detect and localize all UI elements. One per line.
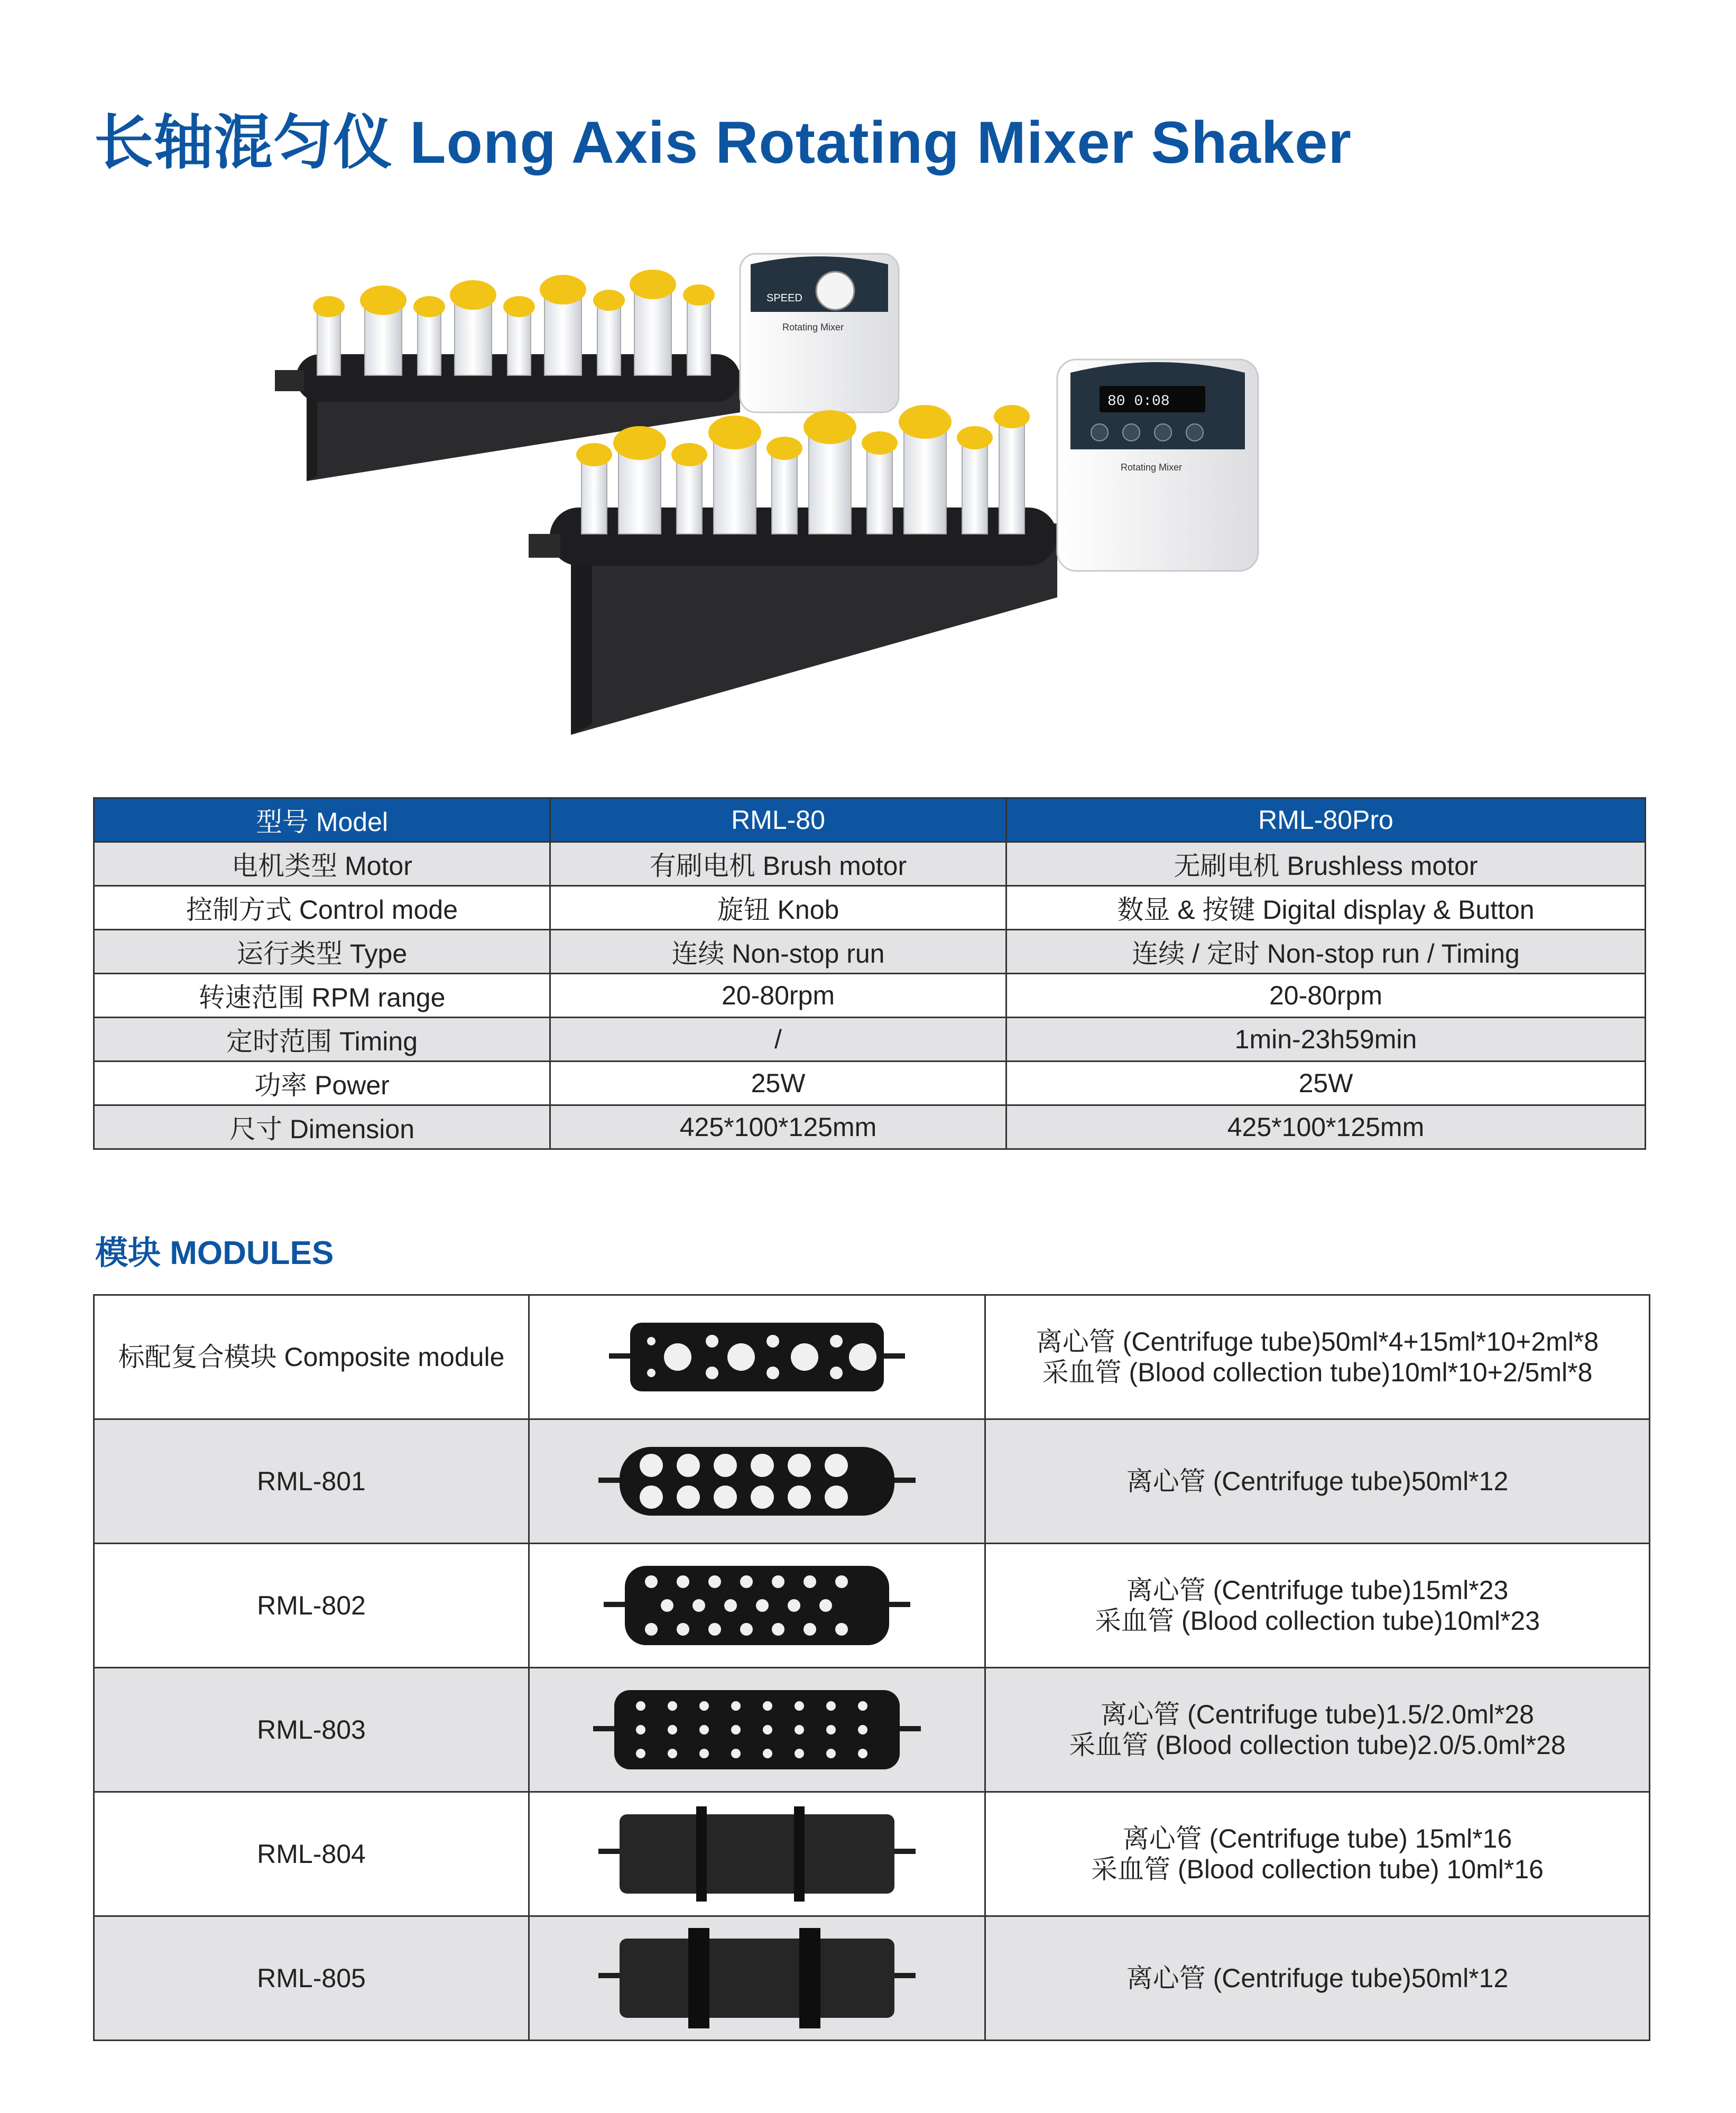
- module-desc-line2: 采血管 (Blood collection tube) 10ml*16: [1091, 1854, 1544, 1884]
- spec-cell: 425*100*125mm: [550, 1105, 1006, 1149]
- module-name: RML-801: [94, 1419, 529, 1544]
- modules-table: [93, 1294, 1650, 2041]
- spec-cell: 数显 & 按键 Digital display & Button: [1006, 886, 1646, 930]
- module-desc-line1: 离心管 (Centrifuge tube)1.5/2.0ml*28: [1101, 1700, 1534, 1729]
- spec-cell: 电机类型 Motor: [94, 842, 550, 886]
- spec-cell: 20-80rpm: [550, 974, 1006, 1018]
- spec-cell: 型号 Model: [94, 798, 550, 842]
- modules-title: 模块 MODULES: [95, 1235, 334, 1271]
- spec-row: [94, 974, 1646, 1018]
- module-desc: [985, 1916, 1650, 2041]
- down-button[interactable]: [1123, 424, 1140, 441]
- module-name: 标配复合模块 Composite module: [94, 1295, 529, 1419]
- spec-cell: 尺寸 Dimension: [94, 1105, 550, 1149]
- module-image: [529, 1544, 985, 1668]
- module-name: RML-802: [94, 1544, 529, 1668]
- spec-cell: 25W: [1006, 1062, 1646, 1105]
- module-image: [529, 1295, 985, 1419]
- module-name: RML-805: [94, 1916, 529, 2041]
- module-desc-line2: 采血管 (Blood collection tube)10ml*23: [1094, 1606, 1540, 1636]
- spec-cell: 控制方式 Control mode: [94, 886, 550, 930]
- module-row: [94, 1544, 1650, 1668]
- module-desc: [985, 1792, 1650, 1916]
- module-desc: [985, 1295, 1650, 1419]
- spec-row: [94, 1018, 1646, 1062]
- module-desc: [985, 1419, 1650, 1544]
- module-image: [529, 1792, 985, 1916]
- product-image: [275, 227, 1427, 756]
- module-row: [94, 1668, 1650, 1792]
- module-row: [94, 1419, 1650, 1544]
- speed-knob[interactable]: [816, 272, 854, 310]
- module-row: [94, 1792, 1650, 1916]
- module-desc-line1: 离心管 (Centrifuge tube)15ml*23: [1126, 1575, 1509, 1605]
- module-desc-line2: 采血管 (Blood collection tube)10ml*10+2/5ml*8: [1042, 1358, 1593, 1387]
- spec-header-row: [94, 798, 1646, 842]
- spec-cell: 有刷电机 Brush motor: [550, 842, 1006, 886]
- device-label-left: Rotating Mixer: [782, 322, 844, 333]
- digital-display: 80 0:08: [1107, 393, 1170, 410]
- spec-cell: 无刷电机 Brushless motor: [1006, 842, 1646, 886]
- spec-row: [94, 1105, 1646, 1149]
- spec-cell: RML-80: [550, 798, 1006, 842]
- spec-cell: /: [550, 1018, 1006, 1062]
- spec-cell: 功率 Power: [94, 1062, 550, 1105]
- spec-cell: 425*100*125mm: [1006, 1105, 1646, 1149]
- module-desc-line1: 离心管 (Centrifuge tube)50ml*4+15ml*10+2ml*8: [1036, 1327, 1599, 1357]
- module-image: [529, 1916, 985, 2041]
- spec-row: [94, 1062, 1646, 1105]
- module-image: [529, 1668, 985, 1792]
- spec-cell: 连续 / 定时 Non-stop run / Timing: [1006, 930, 1646, 974]
- spec-cell: 25W: [550, 1062, 1006, 1105]
- module-row: [94, 1916, 1650, 2041]
- device-label-right: Rotating Mixer: [1121, 462, 1183, 473]
- knob-label: SPEED: [767, 292, 802, 304]
- spec-row: [94, 930, 1646, 974]
- spec-row: [94, 886, 1646, 930]
- spec-cell: RML-80Pro: [1006, 798, 1646, 842]
- page-title: 长轴混匀仪 Long Axis Rotating Mixer Shaker: [94, 109, 1352, 176]
- mode-button[interactable]: [1186, 424, 1203, 441]
- spec-table: [93, 797, 1646, 1150]
- module-desc: [985, 1544, 1650, 1668]
- spec-cell: 20-80rpm: [1006, 974, 1646, 1018]
- module-name: RML-804: [94, 1792, 529, 1916]
- module-row: [94, 1295, 1650, 1419]
- module-desc: [985, 1668, 1650, 1792]
- power-button[interactable]: [1091, 424, 1108, 441]
- up-button[interactable]: [1155, 424, 1171, 441]
- spec-cell: 连续 Non-stop run: [550, 930, 1006, 974]
- module-desc-line2: 采血管 (Blood collection tube)2.0/5.0ml*28: [1069, 1730, 1566, 1760]
- spec-cell: 旋钮 Knob: [550, 886, 1006, 930]
- module-desc-line1: 离心管 (Centrifuge tube)50ml*12: [1126, 1466, 1509, 1496]
- module-name: RML-803: [94, 1668, 529, 1792]
- module-desc-line1: 离心管 (Centrifuge tube) 15ml*16: [1122, 1824, 1512, 1853]
- spec-cell: 转速范围 RPM range: [94, 974, 550, 1018]
- spec-cell: 定时范围 Timing: [94, 1018, 550, 1062]
- module-image: [529, 1419, 985, 1544]
- module-desc-line1: 离心管 (Centrifuge tube)50ml*12: [1126, 1963, 1509, 1993]
- spec-cell: 1min-23h59min: [1006, 1018, 1646, 1062]
- spec-cell: 运行类型 Type: [94, 930, 550, 974]
- spec-row: [94, 842, 1646, 886]
